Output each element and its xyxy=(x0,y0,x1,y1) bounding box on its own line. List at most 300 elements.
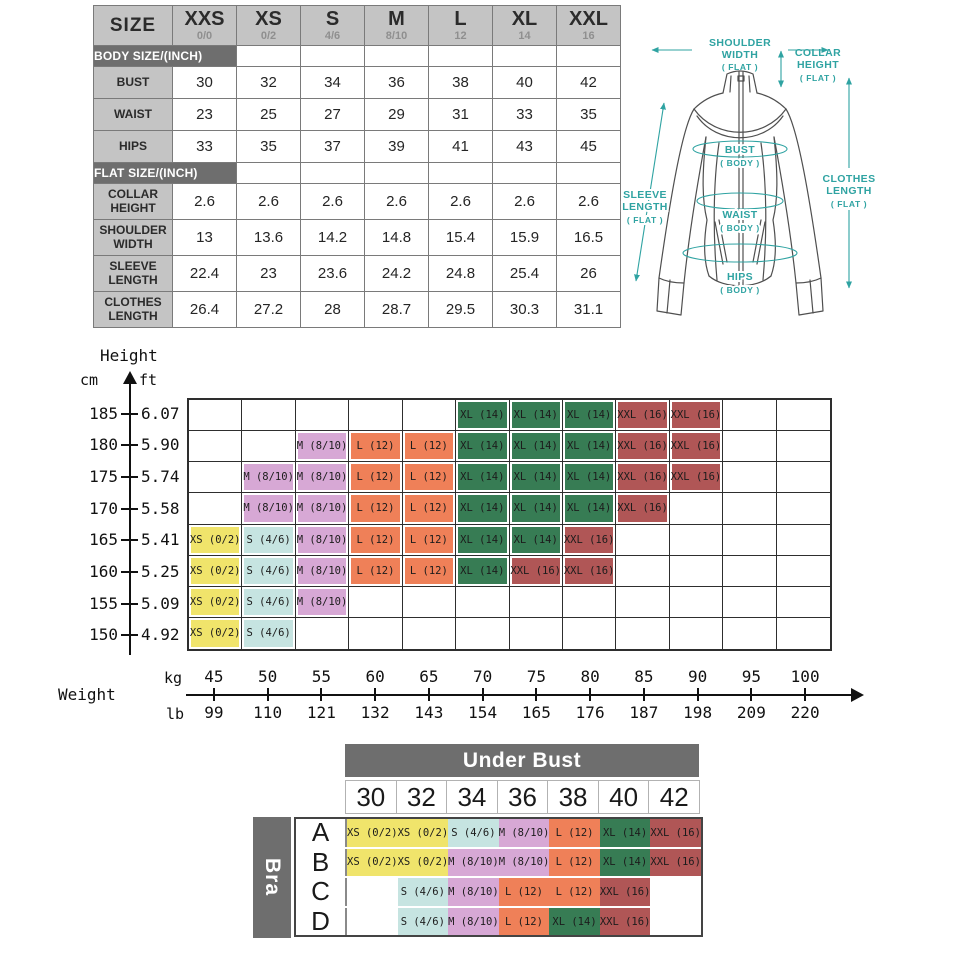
hw-empty-cell xyxy=(510,618,563,649)
section-header: FLAT SIZE/(INCH) xyxy=(94,163,237,184)
hips-label: HIPS xyxy=(726,271,754,283)
x-axis-tick xyxy=(374,688,376,701)
hw-empty-cell xyxy=(403,587,456,618)
bra-size-cell: L (12) xyxy=(549,849,600,877)
hw-size-cell: L (12) xyxy=(403,462,456,493)
size-value: 25.4 xyxy=(493,256,557,292)
x-tick-label-lb: 187 xyxy=(629,703,659,722)
hw-empty-cell xyxy=(723,400,776,431)
hw-size-cell: L (12) xyxy=(403,525,456,556)
row-label: WAIST xyxy=(94,99,173,131)
size-value: 2.6 xyxy=(365,184,429,220)
bra-size-cell: S (4/6) xyxy=(448,819,499,847)
bra-row-label: C xyxy=(296,878,347,906)
under-bust-column: 30 xyxy=(345,780,397,814)
hw-size-cell: M (8/10) xyxy=(296,462,349,493)
bra-size-cell: L (12) xyxy=(499,908,550,936)
table-row xyxy=(94,131,621,163)
svg-text:( FLAT ): ( FLAT ) xyxy=(721,62,759,72)
size-value: 2.6 xyxy=(237,184,301,220)
hw-empty-cell xyxy=(777,462,830,493)
bra-size-cell: XS (0/2) xyxy=(398,849,449,877)
hw-empty-cell xyxy=(189,400,242,431)
size-value: 30 xyxy=(173,67,237,99)
under-bust-header: Under Bust xyxy=(345,744,699,777)
size-value: 14.8 xyxy=(365,220,429,256)
x-tick-label-kg: 55 xyxy=(311,667,331,686)
hw-size-cell: XL (14) xyxy=(456,462,509,493)
x-axis-tick xyxy=(643,688,645,701)
table-row xyxy=(94,220,621,256)
hw-empty-cell xyxy=(777,400,830,431)
x-tick-label-kg: 60 xyxy=(365,667,385,686)
spacer-cell xyxy=(365,46,429,67)
hw-size-cell: XS (0/2) xyxy=(189,618,242,649)
hw-size-cell: XS (0/2) xyxy=(189,587,242,618)
under-bust-column: 38 xyxy=(547,780,599,814)
hw-size-cell: XL (14) xyxy=(510,462,563,493)
hw-empty-cell xyxy=(616,525,669,556)
hw-empty-cell xyxy=(723,462,776,493)
hw-empty-cell xyxy=(723,493,776,524)
hw-size-cell: M (8/10) xyxy=(242,462,295,493)
x-axis-tick xyxy=(750,688,752,701)
hw-size-cell: XL (14) xyxy=(510,431,563,462)
size-number: 0/0 xyxy=(196,29,213,42)
size-value: 32 xyxy=(237,67,301,99)
y-tick-label-cm: 170 xyxy=(89,498,118,518)
row-label: HIPS xyxy=(94,131,173,163)
hw-empty-cell xyxy=(616,618,669,649)
svg-text:WIDTH: WIDTH xyxy=(721,49,759,61)
hw-empty-cell xyxy=(670,493,723,524)
under-bust-column: 36 xyxy=(497,780,549,814)
x-tick-label-kg: 65 xyxy=(419,667,439,686)
bust-label: BUST xyxy=(724,144,756,156)
size-value: 28 xyxy=(301,292,365,328)
hw-size-cell: XL (14) xyxy=(510,525,563,556)
under-bust-column: 42 xyxy=(648,780,700,814)
size-value: 41 xyxy=(429,131,493,163)
spacer-cell xyxy=(301,163,365,184)
size-value: 14.2 xyxy=(301,220,365,256)
size-name: XL xyxy=(511,7,538,30)
y-tick-label-ft: 5.74 xyxy=(141,467,180,487)
size-table-corner: SIZE xyxy=(94,6,173,46)
x-axis-tick xyxy=(213,688,215,701)
x-tick-label-lb: 99 xyxy=(204,703,224,722)
size-value: 24.2 xyxy=(365,256,429,292)
size-value: 34 xyxy=(301,67,365,99)
size-value: 29 xyxy=(365,99,429,131)
spacer-cell xyxy=(557,163,621,184)
jacket-measurement-diagram xyxy=(618,30,958,330)
size-value: 45 xyxy=(557,131,621,163)
x-tick-label-kg: 85 xyxy=(634,667,654,686)
bra-size-cell: XL (14) xyxy=(549,908,600,936)
y-axis-tick xyxy=(121,603,138,605)
hw-size-cell: XXL (16) xyxy=(616,493,669,524)
x-axis-tick xyxy=(482,688,484,701)
bra-empty-cell xyxy=(650,878,701,906)
x-tick-label-kg: 95 xyxy=(741,667,761,686)
y-tick-label-cm: 165 xyxy=(89,530,118,550)
collar-height-label: COLLAR xyxy=(794,47,842,59)
x-tick-label-lb: 220 xyxy=(790,703,820,722)
size-value: 2.6 xyxy=(557,184,621,220)
hw-empty-cell xyxy=(723,525,776,556)
hw-empty-cell xyxy=(349,618,402,649)
x-axis-unit-lb: lb xyxy=(166,705,185,723)
bra-size-cell: XXL (16) xyxy=(600,878,651,906)
hw-size-cell: S (4/6) xyxy=(242,556,295,587)
hw-size-cell: S (4/6) xyxy=(242,525,295,556)
hw-size-cell: XS (0/2) xyxy=(189,525,242,556)
hw-size-cell: M (8/10) xyxy=(296,431,349,462)
size-value: 2.6 xyxy=(429,184,493,220)
size-value: 27.2 xyxy=(237,292,301,328)
size-number: 16 xyxy=(582,29,595,42)
size-name: XS xyxy=(255,7,282,30)
size-number: 12 xyxy=(454,29,467,42)
size-name: M xyxy=(388,7,405,30)
hw-size-cell: L (12) xyxy=(349,493,402,524)
y-tick-label-ft: 5.09 xyxy=(141,593,180,613)
svg-text:LENGTH: LENGTH xyxy=(622,201,668,213)
x-axis-tick xyxy=(535,688,537,701)
hw-empty-cell xyxy=(456,618,509,649)
size-value: 26.4 xyxy=(173,292,237,328)
size-name: L xyxy=(454,7,467,30)
hw-size-cell: L (12) xyxy=(349,462,402,493)
hw-empty-cell xyxy=(723,587,776,618)
hw-size-cell: M (8/10) xyxy=(296,525,349,556)
row-label: BUST xyxy=(94,67,173,99)
size-number: 8/10 xyxy=(385,29,408,42)
bra-size-cell: M (8/10) xyxy=(499,849,550,877)
size-column-header xyxy=(493,6,557,46)
y-axis-line xyxy=(129,383,131,655)
size-number: 0/2 xyxy=(260,29,277,42)
table-row xyxy=(94,292,621,328)
hw-empty-cell xyxy=(723,556,776,587)
jacket-line-art xyxy=(618,30,958,330)
size-value: 33 xyxy=(173,131,237,163)
y-tick-label-ft: 5.41 xyxy=(141,530,180,550)
x-tick-label-lb: 165 xyxy=(521,703,551,722)
svg-text:( BODY ): ( BODY ) xyxy=(720,285,760,295)
svg-text:HEIGHT: HEIGHT xyxy=(796,59,840,71)
bra-size-cell: L (12) xyxy=(549,878,600,906)
bra-size-cell: XL (14) xyxy=(600,849,651,877)
spacer-cell xyxy=(429,46,493,67)
hw-size-cell: L (12) xyxy=(403,431,456,462)
bra-size-cell: S (4/6) xyxy=(398,878,449,906)
row-label: COLLAR HEIGHT xyxy=(94,184,173,220)
hw-empty-cell xyxy=(296,618,349,649)
bra-size-cell: XL (14) xyxy=(600,819,651,847)
bra-empty-cell xyxy=(347,878,398,906)
hw-empty-cell xyxy=(403,618,456,649)
hw-size-cell: M (8/10) xyxy=(242,493,295,524)
size-value: 38 xyxy=(429,67,493,99)
hw-size-cell: XXL (16) xyxy=(510,556,563,587)
hw-size-cell: XL (14) xyxy=(456,431,509,462)
x-axis-tick xyxy=(589,688,591,701)
bra-size-cell: M (8/10) xyxy=(448,849,499,877)
sleeve-length-label: SLEEVE xyxy=(623,189,667,201)
hw-empty-cell xyxy=(189,462,242,493)
size-value: 40 xyxy=(493,67,557,99)
hw-size-cell: XL (14) xyxy=(563,431,616,462)
section-header-row xyxy=(94,163,621,184)
x-tick-label-lb: 176 xyxy=(575,703,605,722)
x-tick-label-kg: 90 xyxy=(687,667,708,686)
hw-empty-cell xyxy=(563,618,616,649)
x-tick-label-lb: 121 xyxy=(306,703,336,722)
hw-empty-cell xyxy=(296,400,349,431)
hw-size-cell: L (12) xyxy=(403,493,456,524)
bra-empty-cell xyxy=(650,908,701,936)
x-axis-tick xyxy=(428,688,430,701)
bra-size-cell: S (4/6) xyxy=(398,908,449,936)
x-axis-title: Weight xyxy=(58,685,116,704)
size-value: 2.6 xyxy=(173,184,237,220)
size-name: XXL xyxy=(569,7,608,30)
hw-empty-cell xyxy=(349,400,402,431)
y-axis-tick xyxy=(121,413,138,415)
hw-size-cell: XXL (16) xyxy=(670,431,723,462)
y-tick-label-cm: 155 xyxy=(89,593,118,613)
size-column-header xyxy=(429,6,493,46)
waist-label: WAIST xyxy=(722,209,758,221)
size-value: 23 xyxy=(173,99,237,131)
hw-empty-cell xyxy=(777,493,830,524)
svg-text:LENGTH: LENGTH xyxy=(826,185,872,197)
hw-size-cell: XS (0/2) xyxy=(189,556,242,587)
svg-text:( FLAT ): ( FLAT ) xyxy=(799,73,837,83)
hw-size-cell: XXL (16) xyxy=(616,431,669,462)
size-value: 16.5 xyxy=(557,220,621,256)
hw-empty-cell xyxy=(723,618,776,649)
section-header: BODY SIZE/(INCH) xyxy=(94,46,237,67)
bra-size-cell: L (12) xyxy=(549,819,600,847)
hw-empty-cell xyxy=(403,400,456,431)
size-value: 23.6 xyxy=(301,256,365,292)
size-spec-table xyxy=(93,5,621,328)
bra-size-cell: XS (0/2) xyxy=(398,819,449,847)
size-value: 36 xyxy=(365,67,429,99)
size-value: 42 xyxy=(557,67,621,99)
size-value: 29.5 xyxy=(429,292,493,328)
table-row xyxy=(94,256,621,292)
svg-text:( BODY ): ( BODY ) xyxy=(720,158,760,168)
size-value: 37 xyxy=(301,131,365,163)
size-value: 15.4 xyxy=(429,220,493,256)
y-axis-tick xyxy=(121,634,138,636)
bra-size-cell: M (8/10) xyxy=(448,878,499,906)
y-axis-title: Height xyxy=(100,346,158,365)
x-tick-label-lb: 132 xyxy=(360,703,390,722)
x-tick-label-kg: 100 xyxy=(790,667,820,686)
svg-text:( BODY ): ( BODY ) xyxy=(720,223,760,233)
y-axis-tick xyxy=(121,444,138,446)
size-value: 30.3 xyxy=(493,292,557,328)
size-value: 25 xyxy=(237,99,301,131)
hw-size-cell: XXL (16) xyxy=(563,556,616,587)
size-name: XXS xyxy=(184,7,225,30)
hw-size-cell: XL (14) xyxy=(510,493,563,524)
row-label: SLEEVE LENGTH xyxy=(94,256,173,292)
y-axis-unit-cm: cm xyxy=(80,371,99,389)
section-header-row xyxy=(94,46,621,67)
spacer-cell xyxy=(365,163,429,184)
table-row xyxy=(94,184,621,220)
table-row xyxy=(94,67,621,99)
size-value: 33 xyxy=(493,99,557,131)
spacer-cell xyxy=(237,46,301,67)
hw-empty-cell xyxy=(670,618,723,649)
y-tick-label-ft: 4.92 xyxy=(141,625,180,645)
hw-empty-cell xyxy=(777,525,830,556)
hw-size-cell: M (8/10) xyxy=(296,587,349,618)
size-value: 22.4 xyxy=(173,256,237,292)
hw-empty-cell xyxy=(670,556,723,587)
y-tick-label-cm: 160 xyxy=(89,561,118,581)
hw-size-cell: XXL (16) xyxy=(563,525,616,556)
hw-empty-cell xyxy=(456,587,509,618)
hw-empty-cell xyxy=(242,400,295,431)
size-column-header xyxy=(173,6,237,46)
size-value: 43 xyxy=(493,131,557,163)
hw-size-cell: XL (14) xyxy=(456,556,509,587)
size-value: 31.1 xyxy=(557,292,621,328)
spacer-cell xyxy=(429,163,493,184)
y-tick-label-cm: 175 xyxy=(89,467,118,487)
spacer-cell xyxy=(493,46,557,67)
hw-size-cell: XL (14) xyxy=(563,462,616,493)
row-label: SHOULDER WIDTH xyxy=(94,220,173,256)
x-tick-label-lb: 209 xyxy=(736,703,766,722)
clothes-length-label: CLOTHES xyxy=(822,173,876,185)
y-tick-label-cm: 180 xyxy=(89,435,118,455)
size-name: S xyxy=(325,7,340,30)
size-value: 35 xyxy=(237,131,301,163)
bra-row-label: B xyxy=(296,849,347,877)
hw-size-cell: XL (14) xyxy=(456,525,509,556)
size-column-header xyxy=(301,6,365,46)
hw-empty-cell xyxy=(670,587,723,618)
svg-text:( FLAT ): ( FLAT ) xyxy=(626,215,664,225)
hw-size-cell: XXL (16) xyxy=(616,462,669,493)
hw-empty-cell xyxy=(777,431,830,462)
hw-empty-cell xyxy=(616,556,669,587)
y-axis-tick xyxy=(121,571,138,573)
x-axis-tick xyxy=(804,688,806,701)
hw-size-cell: XL (14) xyxy=(563,400,616,431)
bra-side-label: Bra xyxy=(253,817,291,938)
y-tick-label-cm: 185 xyxy=(89,403,118,423)
bra-size-grid xyxy=(294,817,703,937)
y-axis-tick xyxy=(121,539,138,541)
x-axis-tick xyxy=(320,688,322,701)
x-tick-label-kg: 75 xyxy=(526,667,546,686)
bra-empty-cell xyxy=(347,908,398,936)
spacer-cell xyxy=(301,46,365,67)
x-axis-tick xyxy=(267,688,269,701)
spacer-cell xyxy=(557,46,621,67)
table-row xyxy=(94,99,621,131)
hw-size-cell: S (4/6) xyxy=(242,587,295,618)
hw-size-cell: L (12) xyxy=(349,431,402,462)
hw-empty-cell xyxy=(563,587,616,618)
hw-empty-cell xyxy=(777,618,830,649)
under-bust-column: 32 xyxy=(396,780,448,814)
bra-row-label: A xyxy=(296,819,347,847)
bra-size-cell: XXL (16) xyxy=(650,819,701,847)
y-axis-tick xyxy=(121,476,138,478)
size-value: 31 xyxy=(429,99,493,131)
spacer-cell xyxy=(237,163,301,184)
x-axis-tick xyxy=(697,688,699,701)
bra-size-cell: XS (0/2) xyxy=(347,849,398,877)
x-tick-label-kg: 45 xyxy=(204,667,224,686)
hw-size-cell: XL (14) xyxy=(456,400,509,431)
y-tick-label-ft: 5.25 xyxy=(141,561,180,581)
size-value: 13 xyxy=(173,220,237,256)
hw-empty-cell xyxy=(189,493,242,524)
hw-empty-cell xyxy=(189,431,242,462)
hw-size-cell: XL (14) xyxy=(510,400,563,431)
size-number: 4/6 xyxy=(324,29,341,42)
bra-size-section xyxy=(0,740,960,960)
hw-empty-cell xyxy=(777,587,830,618)
bra-size-cell: M (8/10) xyxy=(448,908,499,936)
size-value: 15.9 xyxy=(493,220,557,256)
hw-size-cell: L (12) xyxy=(349,525,402,556)
spacer-cell xyxy=(493,163,557,184)
hw-size-cell: XXL (16) xyxy=(616,400,669,431)
hw-empty-cell xyxy=(510,587,563,618)
hw-size-cell: XXL (16) xyxy=(670,462,723,493)
hw-size-cell: L (12) xyxy=(349,556,402,587)
hw-size-cell: M (8/10) xyxy=(296,493,349,524)
x-tick-label-lb: 154 xyxy=(468,703,498,722)
y-axis-tick xyxy=(121,508,138,510)
hw-empty-cell xyxy=(242,431,295,462)
x-tick-label-kg: 80 xyxy=(580,667,600,686)
height-weight-chart xyxy=(0,340,960,740)
size-grid xyxy=(187,398,832,651)
hw-size-cell: L (12) xyxy=(403,556,456,587)
x-tick-label-lb: 198 xyxy=(683,703,713,722)
bra-size-cell: XXL (16) xyxy=(600,908,651,936)
y-tick-label-cm: 150 xyxy=(89,625,118,645)
hw-empty-cell xyxy=(777,556,830,587)
x-axis-arrow xyxy=(851,688,864,702)
hw-size-cell: XXL (16) xyxy=(670,400,723,431)
bra-size-cell: XXL (16) xyxy=(650,849,701,877)
hw-empty-cell xyxy=(723,431,776,462)
hw-empty-cell xyxy=(670,525,723,556)
hw-empty-cell xyxy=(616,587,669,618)
under-bust-column: 40 xyxy=(598,780,650,814)
size-value: 39 xyxy=(365,131,429,163)
hw-size-cell: S (4/6) xyxy=(242,618,295,649)
size-column-header xyxy=(365,6,429,46)
size-column-header xyxy=(237,6,301,46)
size-column-header xyxy=(557,6,621,46)
